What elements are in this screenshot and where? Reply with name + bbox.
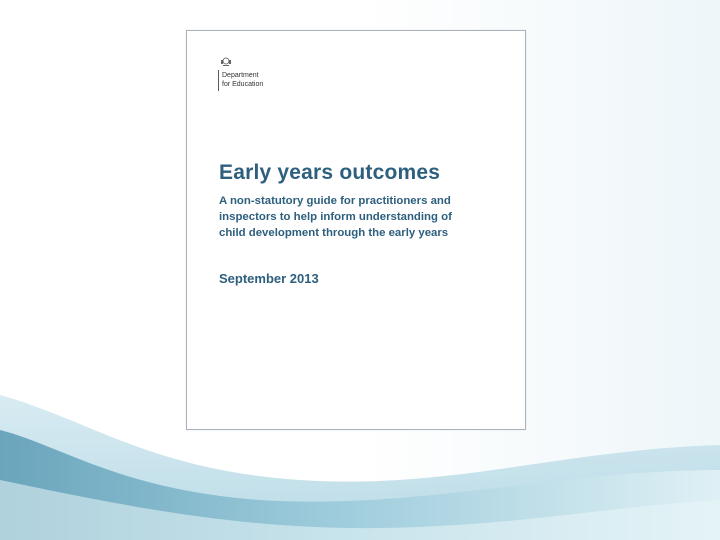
subtitle-line: child development through the early years [219,227,449,239]
logo-line-1: Department [222,72,259,79]
royal-crest-icon [220,57,232,67]
subtitle-line: A non-statutory guide for practitioners and [219,195,451,207]
logo-divider [218,70,219,91]
document-subtitle [219,193,519,241]
logo-line-2: for Education [222,81,264,88]
document-title: Early years outcomes [219,161,441,184]
logo-text [222,71,263,89]
department-logo [217,57,297,91]
subtitle-line: inspectors to help inform understanding of [219,211,452,223]
document-date: September 2013 [219,271,319,286]
document-cover [186,30,526,430]
